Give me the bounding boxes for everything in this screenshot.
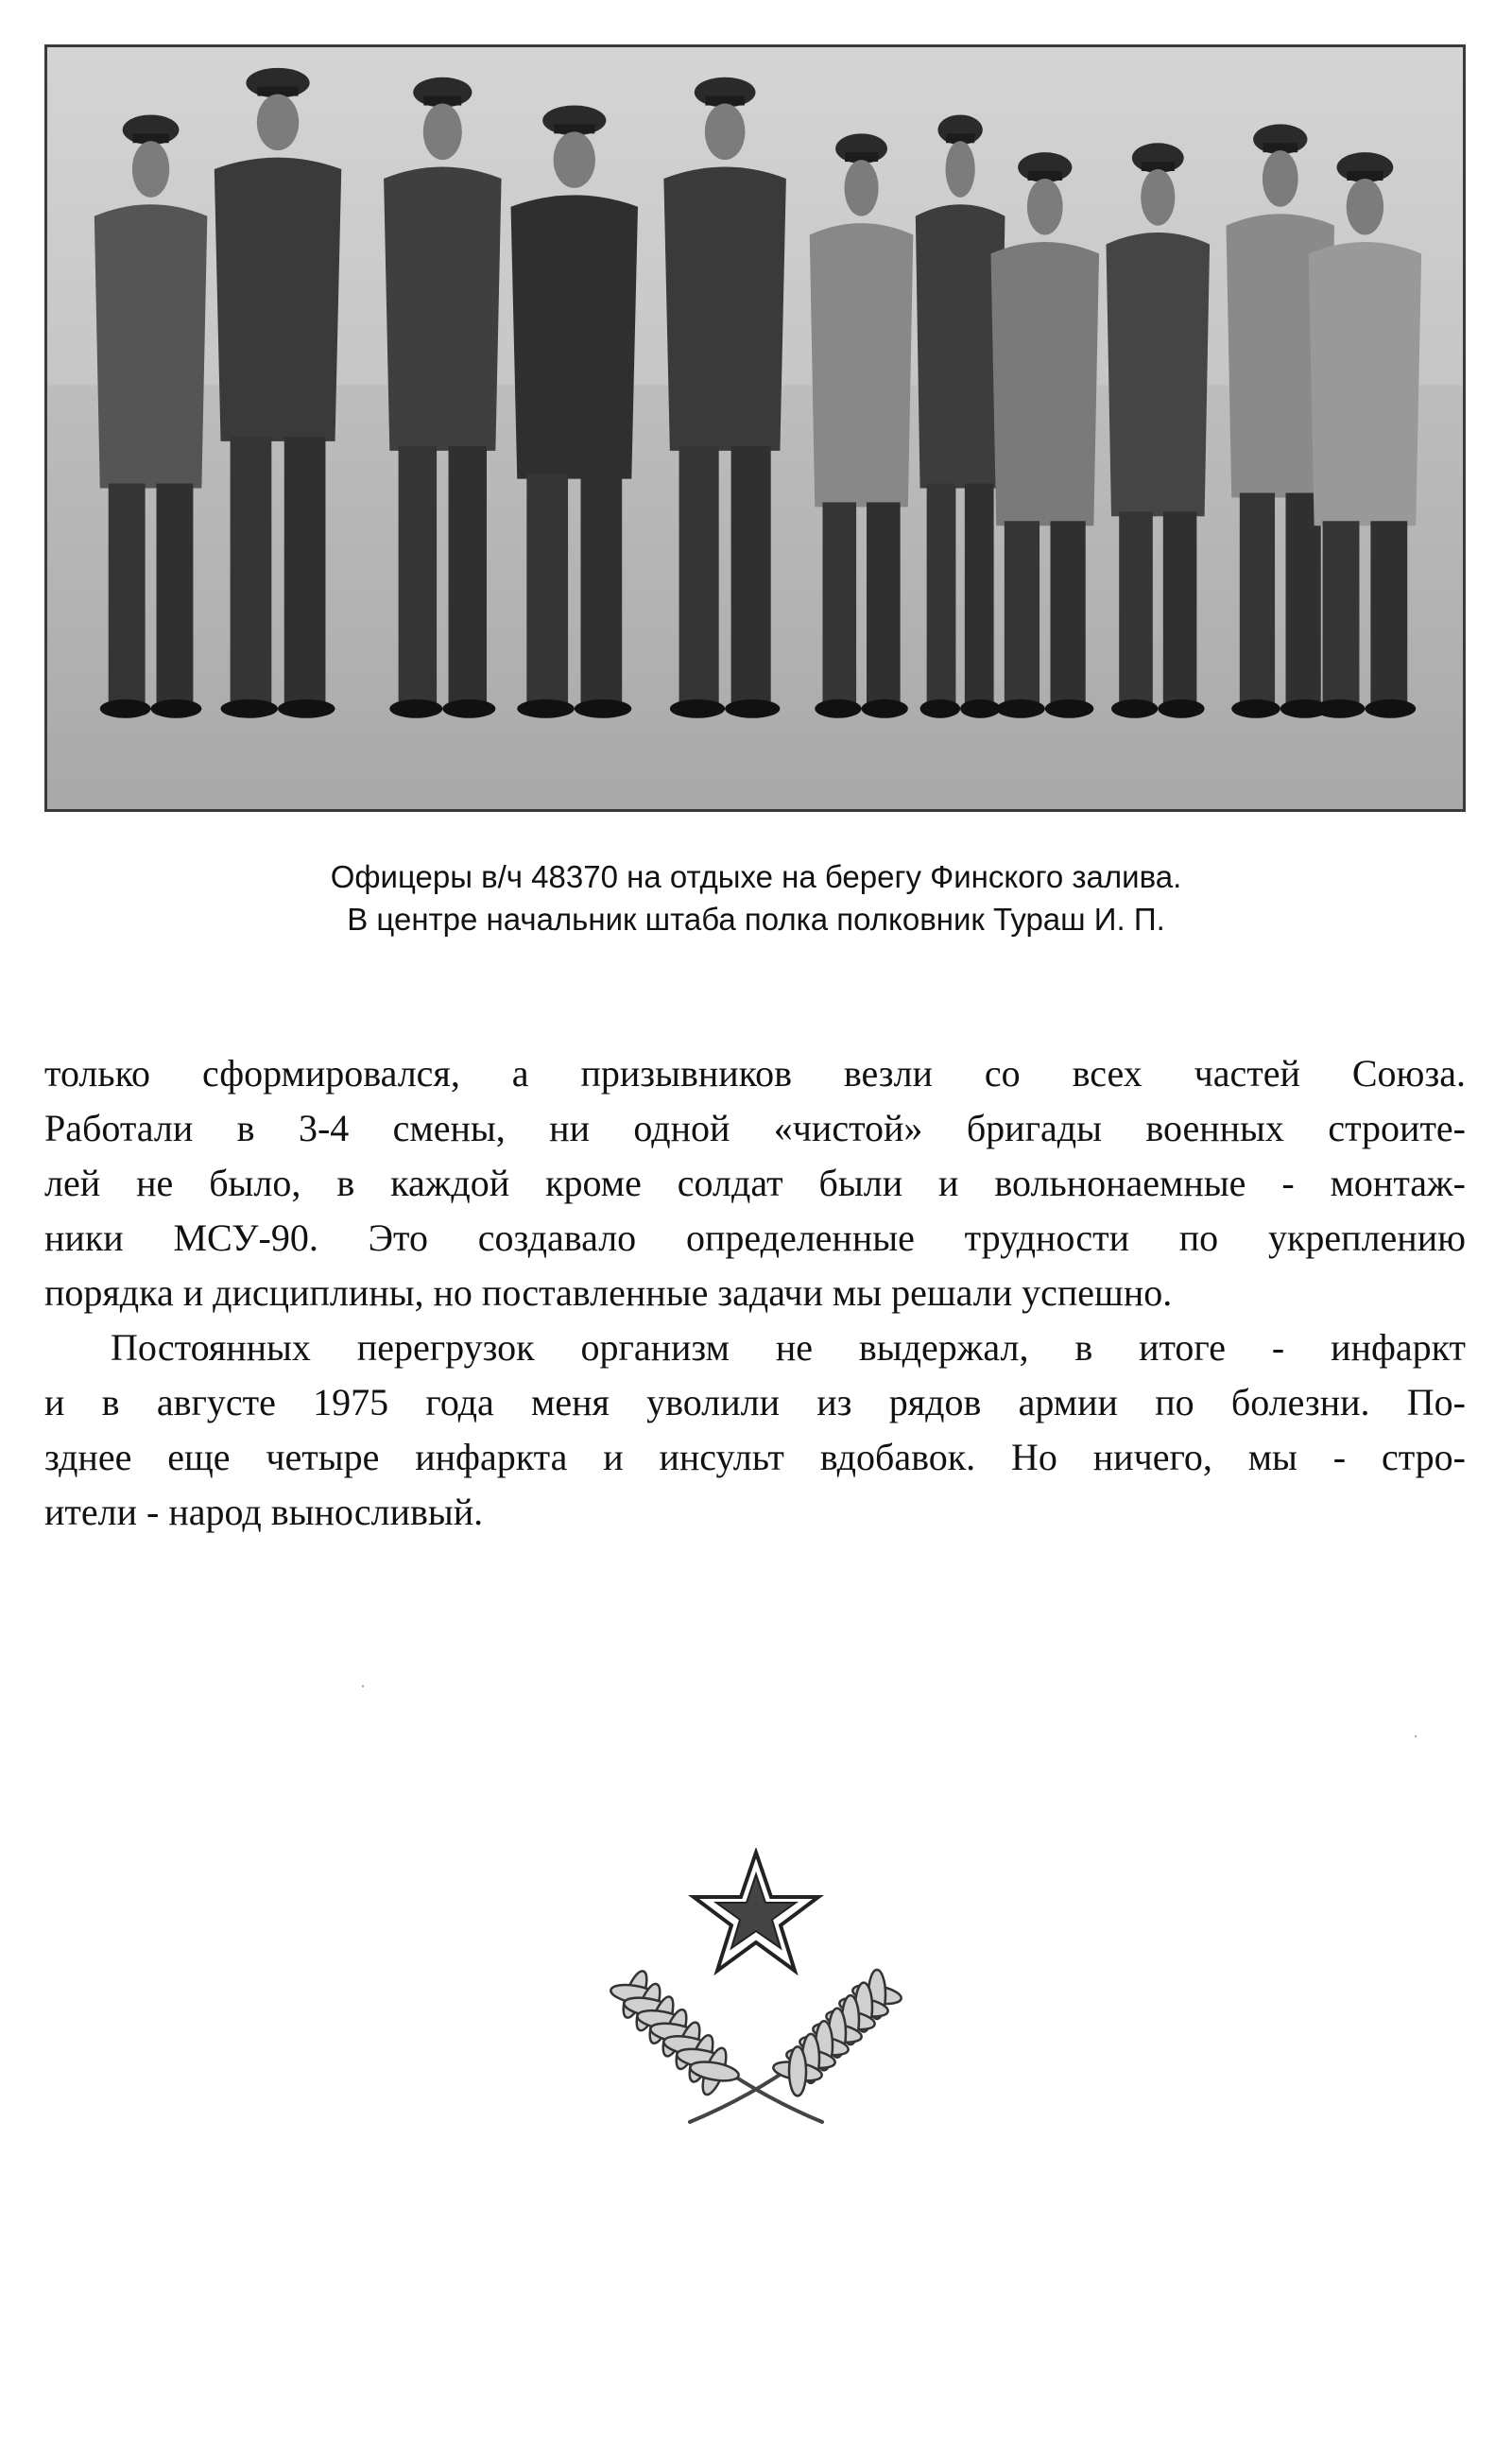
group-photo xyxy=(44,44,1466,812)
text-line: порядка и дисциплины, но поставленные задачи мы решали успешно. xyxy=(44,1271,1173,1314)
star-icon xyxy=(694,1853,818,1971)
caption-line-1: Офицеры в/ч 48370 на отдыхе на берегу Финского залива. xyxy=(330,859,1182,894)
text-line: ители - народ выносливый. xyxy=(44,1491,484,1533)
photo-caption xyxy=(0,855,1512,940)
text-line: Постоянных перегрузок организм не выдержал, в итоге - инфаркт xyxy=(111,1326,1466,1369)
officers-group-photo xyxy=(47,47,1463,809)
text-line: Работали в 3-4 смены, ни одной «чистой» бригады военных строите- xyxy=(44,1107,1466,1149)
text-line: только сформировался, а призывников везли со всех частей Союза. xyxy=(44,1052,1466,1095)
laurel-leaf-icon xyxy=(789,2046,806,2095)
body-text xyxy=(44,1046,1466,1540)
text-line: лей не было, в каждой кроме солдат были и вольнонаемные - монтаж- xyxy=(44,1162,1466,1204)
text-line: зднее еще четыре инфаркта и инсульт вдобавок. Но ничего, мы - стро- xyxy=(44,1436,1466,1478)
star-laurel-ornament xyxy=(567,1848,945,2131)
text-line: ники МСУ-90. Это создавало определенные трудности по укреплению xyxy=(44,1216,1466,1259)
text-line: и в августе 1975 года меня уволили из рядов армии по болезни. По- xyxy=(44,1381,1466,1423)
scan-speck xyxy=(362,1685,364,1687)
caption-line-2: В центре начальник штаба полка полковник Тураш И. П. xyxy=(347,902,1165,937)
scan-speck xyxy=(1415,1735,1417,1737)
